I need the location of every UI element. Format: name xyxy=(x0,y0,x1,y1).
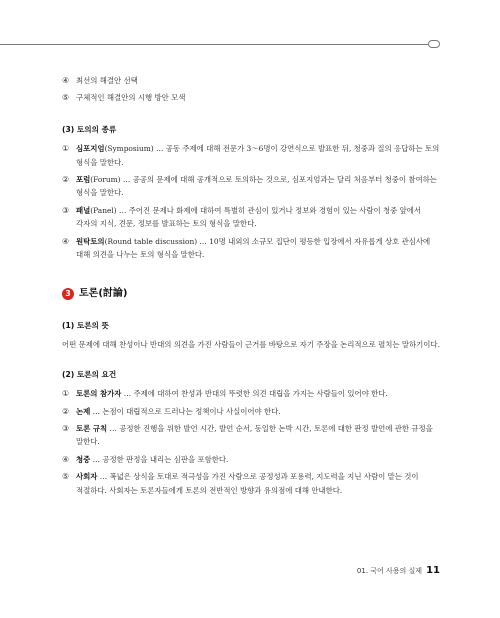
item-term: 원탁토의 xyxy=(76,236,105,246)
item-number: ④ xyxy=(62,76,70,85)
item-number: ① xyxy=(62,144,70,154)
item-number: ⑤ xyxy=(62,472,70,482)
list-item xyxy=(62,74,442,87)
page-number: 11 xyxy=(426,565,440,576)
list-item xyxy=(62,142,442,169)
meaning-text: 어떤 문제에 대해 찬성이나 반대의 의견을 가진 사람들이 근거를 바탕으로 자기 주장을 논리적으로 펼치는 말하기이다. xyxy=(62,340,440,350)
section-number-badge: 3 xyxy=(62,288,74,300)
item-term: 논제 xyxy=(76,406,91,416)
item-number: ③ xyxy=(62,205,70,215)
item-term: 토론의 참가자 xyxy=(76,389,122,399)
list-item xyxy=(62,204,442,231)
item-text: (Panel) … 주어진 문제나 화제에 대하여 특별히 관심이 있거나 정보와 경험이 있는 사람이 청중 앞에서 각자의 지식, 견문, 정보를 발표하는 토의 형식을 말한다. xyxy=(76,205,422,229)
list-item xyxy=(62,173,442,200)
list-item xyxy=(62,405,442,418)
item-number: ② xyxy=(62,175,70,185)
item-term: 사회자 xyxy=(76,472,98,482)
item-term: 토론 규칙 xyxy=(76,423,108,433)
item-text: (Forum) … 공공의 문제에 대해 공개적으로 토의하는 것으로, 심포지엄과는 달리 처음부터 청중이 참여하는 형식을 말한다. xyxy=(76,175,437,198)
item-text: (Round table discussion) … 10명 내외의 소규모 집단이 평등한 입장에서 자유롭게 상호 관심사에 대해 의견을 나누는 토의 형식을 말한다. xyxy=(76,236,431,260)
list-item xyxy=(62,453,442,466)
item-number: ⑤ xyxy=(62,93,70,103)
item-text: (Symposium) … 공동 주제에 대해 전문가 3～6명이 강연식으로 발표한 뒤, 청중과 질의 응답하는 토의 형식을 말한다. xyxy=(76,144,440,167)
item-number: ④ xyxy=(62,454,70,464)
item-text: … 논점이 대립적으로 드러나는 정책이나 사실이어야 한다. xyxy=(90,406,281,416)
list-item xyxy=(62,387,442,400)
item-term: 심포지엄 xyxy=(76,144,105,154)
types-list xyxy=(62,142,442,261)
item-text: … 공정한 판정을 내리는 심판을 포함한다. xyxy=(90,454,229,464)
requirements-heading: (2) 토론의 요건 xyxy=(62,369,117,379)
continued-list xyxy=(62,74,442,105)
list-item xyxy=(62,235,442,262)
top-rule-end-ornament xyxy=(428,40,440,48)
item-text: 구체적인 해결안의 시행 방안 모색 xyxy=(76,93,186,103)
item-text: 최선의 해결안 선택 xyxy=(76,76,138,85)
item-number: ② xyxy=(62,406,70,416)
page-footer xyxy=(350,565,440,576)
item-text: … 공정한 진행을 위한 발언 시간, 발언 순서, 동일한 논박 시간, 토론에 대한 판정 발언에 관한 규정을 말한다. xyxy=(76,423,433,447)
section-title: 토론(討論) xyxy=(79,288,128,300)
item-term: 청중 xyxy=(76,454,91,464)
item-number: ① xyxy=(62,389,70,399)
item-term: 패널 xyxy=(76,205,91,215)
page-body xyxy=(62,74,442,501)
list-item xyxy=(62,91,442,104)
item-term: 포럼 xyxy=(76,175,91,185)
section-heading xyxy=(62,287,442,300)
item-number: ④ xyxy=(62,236,70,246)
footer-chapter: 01. 국어 사용의 실제 xyxy=(356,567,423,575)
types-heading: (3) 토의의 종류 xyxy=(62,124,117,134)
list-item xyxy=(62,422,442,449)
list-item xyxy=(62,470,442,497)
top-rule xyxy=(0,44,428,45)
item-text: … 폭넓은 상식을 토대로 적극성을 가진 사람으로 공정성과 포용력, 지도력을 지닌 사람이 맡는 것이 적절하다. 사회자는 토론자들에게 토론의 전반적인 방향과 유의점에 대해 안내한다. xyxy=(76,472,419,495)
item-number: ③ xyxy=(62,423,70,433)
meaning-heading: (1) 토론의 뜻 xyxy=(62,320,109,330)
requirements-list xyxy=(62,387,442,497)
item-text: … 주제에 대하여 찬성과 반대의 뚜렷한 의견 대립을 가지는 사람들이 있어야 한다. xyxy=(121,389,388,399)
